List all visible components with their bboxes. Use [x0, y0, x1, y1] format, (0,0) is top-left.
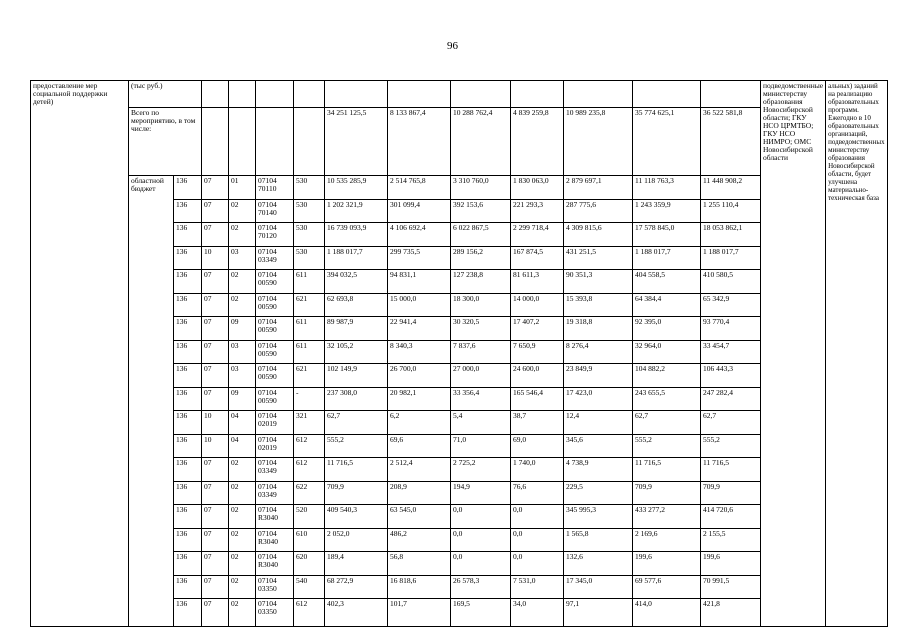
- section-code-cell: 10: [202, 434, 229, 458]
- value-cell: 32 105,2: [325, 340, 388, 364]
- section-code-cell: 07: [202, 458, 229, 482]
- value-cell: 17 578 845,0: [633, 223, 701, 247]
- total-row: [31, 108, 888, 176]
- subsection-code-cell: 01: [229, 176, 256, 200]
- subsection-code-cell: 02: [229, 223, 256, 247]
- target-article-cell: 07104 02019: [256, 434, 294, 458]
- admin-code-cell: 136: [174, 575, 202, 599]
- expense-type-cell: 612: [294, 434, 325, 458]
- value-cell: 30 320,5: [451, 317, 511, 341]
- section-code-cell: 07: [202, 505, 229, 529]
- section-code-cell: 07: [202, 317, 229, 341]
- value-cell: 104 882,2: [633, 364, 701, 388]
- value-cell: 20 982,1: [388, 387, 451, 411]
- value-cell: 11 716,5: [633, 458, 701, 482]
- value-cell: 169,5: [451, 599, 511, 627]
- value-cell: 127 238,8: [451, 270, 511, 294]
- total-label: Всего по мероприятию, в том числе:: [129, 108, 202, 176]
- section-code-cell: 10: [202, 246, 229, 270]
- value-cell: 34,0: [511, 599, 564, 627]
- value-cell: 92 395,0: [633, 317, 701, 341]
- admin-code-cell: 136: [174, 481, 202, 505]
- value-cell: 69,6: [388, 434, 451, 458]
- value-cell: 299 735,5: [388, 246, 451, 270]
- target-article-cell: 07104 R3040: [256, 505, 294, 529]
- value-cell: 11 716,5: [325, 458, 388, 482]
- value-cell: 199,6: [633, 552, 701, 576]
- unit-cell: (тыс руб.): [129, 81, 202, 108]
- admin-code-cell: 136: [174, 434, 202, 458]
- value-cell: 102 149,9: [325, 364, 388, 388]
- value-cell: 1 565,8: [564, 528, 633, 552]
- value-cell: 62 693,8: [325, 293, 388, 317]
- admin-code-cell: 136: [174, 199, 202, 223]
- value-cell: 1 255 110,4: [701, 199, 761, 223]
- value-cell: 15 393,8: [564, 293, 633, 317]
- value-cell: 709,9: [701, 481, 761, 505]
- value-cell: 93 770,4: [701, 317, 761, 341]
- target-article-cell: 07104 00590: [256, 364, 294, 388]
- value-cell: 0,0: [451, 528, 511, 552]
- subsection-code-cell: 04: [229, 434, 256, 458]
- value-cell: 7 531,0: [511, 575, 564, 599]
- value-cell: 1 188 017,7: [633, 246, 701, 270]
- total-value: 36 522 581,8: [701, 108, 761, 176]
- value-cell: 2 512,4: [388, 458, 451, 482]
- target-article-cell: 07104 03349: [256, 458, 294, 482]
- value-cell: 194,9: [451, 481, 511, 505]
- expense-type-cell: 620: [294, 552, 325, 576]
- admin-code-cell: 136: [174, 340, 202, 364]
- target-article-cell: 07104 70140: [256, 199, 294, 223]
- value-cell: 301 099,4: [388, 199, 451, 223]
- value-cell: 392 153,6: [451, 199, 511, 223]
- value-cell: 17 423,0: [564, 387, 633, 411]
- value-cell: 65 342,9: [701, 293, 761, 317]
- subsection-code-cell: 03: [229, 340, 256, 364]
- expense-type-cell: 621: [294, 293, 325, 317]
- value-cell: 26 700,0: [388, 364, 451, 388]
- value-cell: 27 000,0: [451, 364, 511, 388]
- target-article-cell: 07104 00590: [256, 340, 294, 364]
- subsection-code-cell: 09: [229, 317, 256, 341]
- value-cell: 8 276,4: [564, 340, 633, 364]
- value-cell: 0,0: [511, 552, 564, 576]
- target-article-cell: 07104 R3040: [256, 528, 294, 552]
- target-article-cell: 07104 02019: [256, 411, 294, 435]
- value-cell: 555,2: [633, 434, 701, 458]
- expense-type-cell: 612: [294, 458, 325, 482]
- value-cell: 23 849,9: [564, 364, 633, 388]
- value-cell: 2 725,2: [451, 458, 511, 482]
- admin-code-cell: 136: [174, 270, 202, 294]
- value-cell: 1 188 017,7: [701, 246, 761, 270]
- value-cell: 89 987,9: [325, 317, 388, 341]
- admin-code-cell: 136: [174, 411, 202, 435]
- budget-table: [30, 80, 888, 627]
- value-cell: 409 540,3: [325, 505, 388, 529]
- value-cell: 2 879 697,1: [564, 176, 633, 200]
- value-cell: 0,0: [511, 528, 564, 552]
- total-value: 10 989 235,8: [564, 108, 633, 176]
- expense-type-cell: 611: [294, 317, 325, 341]
- value-cell: 7 650,9: [511, 340, 564, 364]
- value-cell: 5,4: [451, 411, 511, 435]
- value-cell: 4 309 815,6: [564, 223, 633, 247]
- subsection-code-cell: 02: [229, 505, 256, 529]
- value-cell: 22 941,4: [388, 317, 451, 341]
- subsection-code-cell: 02: [229, 599, 256, 627]
- target-article-cell: 07104 00590: [256, 387, 294, 411]
- admin-code-cell: 136: [174, 176, 202, 200]
- value-cell: 287 775,6: [564, 199, 633, 223]
- value-cell: 24 600,0: [511, 364, 564, 388]
- value-cell: 132,6: [564, 552, 633, 576]
- admin-code-cell: 136: [174, 293, 202, 317]
- value-cell: 16 818,6: [388, 575, 451, 599]
- target-article-cell: 07104 70120: [256, 223, 294, 247]
- value-cell: 33 356,4: [451, 387, 511, 411]
- target-article-cell: 07104 70110: [256, 176, 294, 200]
- admin-code-cell: 136: [174, 505, 202, 529]
- value-cell: 26 578,3: [451, 575, 511, 599]
- value-cell: 289 156,2: [451, 246, 511, 270]
- value-cell: 69 577,6: [633, 575, 701, 599]
- target-article-cell: 07104 00590: [256, 270, 294, 294]
- value-cell: 421,8: [701, 599, 761, 627]
- value-cell: 431 251,5: [564, 246, 633, 270]
- expense-type-cell: 540: [294, 575, 325, 599]
- expense-type-cell: 622: [294, 481, 325, 505]
- subsection-code-cell: 02: [229, 270, 256, 294]
- value-cell: 208,9: [388, 481, 451, 505]
- value-cell: 394 032,5: [325, 270, 388, 294]
- value-cell: 81 611,3: [511, 270, 564, 294]
- expense-type-cell: 612: [294, 599, 325, 627]
- section-code-cell: 07: [202, 552, 229, 576]
- value-cell: 19 318,8: [564, 317, 633, 341]
- value-cell: 189,4: [325, 552, 388, 576]
- value-cell: 2 169,6: [633, 528, 701, 552]
- expense-type-cell: 611: [294, 340, 325, 364]
- value-cell: 15 000,0: [388, 293, 451, 317]
- target-article-cell: 07104 03350: [256, 599, 294, 627]
- value-cell: 709,9: [633, 481, 701, 505]
- value-cell: 62,7: [633, 411, 701, 435]
- admin-code-cell: 136: [174, 528, 202, 552]
- admin-code-cell: 136: [174, 458, 202, 482]
- section-code-cell: 07: [202, 270, 229, 294]
- expense-type-cell: 520: [294, 505, 325, 529]
- value-cell: 18 300,0: [451, 293, 511, 317]
- result-cell: альных) заданий на реализацию образовательных программ. Ежегодно в 10 образовательных организаций, подведомственных министерству образования Новосибирской области, будет улучшена материально-техническая база: [826, 81, 887, 627]
- value-cell: 16 739 093,9: [325, 223, 388, 247]
- target-article-cell: 07104 R3040: [256, 552, 294, 576]
- value-cell: 486,2: [388, 528, 451, 552]
- target-article-cell: 07104 03349: [256, 481, 294, 505]
- subsection-code-cell: 02: [229, 575, 256, 599]
- total-value: 35 774 625,1: [633, 108, 701, 176]
- section-code-cell: 07: [202, 223, 229, 247]
- target-article-cell: 07104 03350: [256, 575, 294, 599]
- value-cell: 62,7: [325, 411, 388, 435]
- expense-type-cell: 530: [294, 176, 325, 200]
- value-cell: 1 188 017,7: [325, 246, 388, 270]
- value-cell: 1 202 321,9: [325, 199, 388, 223]
- admin-code-cell: 136: [174, 246, 202, 270]
- value-cell: 243 655,5: [633, 387, 701, 411]
- value-cell: 555,2: [325, 434, 388, 458]
- subsection-code-cell: 04: [229, 411, 256, 435]
- value-cell: 2 155,5: [701, 528, 761, 552]
- value-cell: 199,6: [701, 552, 761, 576]
- value-cell: 1 243 359,9: [633, 199, 701, 223]
- value-cell: 97,1: [564, 599, 633, 627]
- value-cell: 410 580,5: [701, 270, 761, 294]
- expense-type-cell: 321: [294, 411, 325, 435]
- section-code-cell: 07: [202, 387, 229, 411]
- value-cell: 8 340,3: [388, 340, 451, 364]
- value-cell: 10 535 285,9: [325, 176, 388, 200]
- value-cell: 90 351,3: [564, 270, 633, 294]
- value-cell: 32 964,0: [633, 340, 701, 364]
- admin-code-cell: 136: [174, 552, 202, 576]
- target-article-cell: 07104 03349: [256, 246, 294, 270]
- value-cell: 70 991,5: [701, 575, 761, 599]
- value-cell: 1 740,0: [511, 458, 564, 482]
- value-cell: 11 448 908,2: [701, 176, 761, 200]
- value-cell: 11 118 763,3: [633, 176, 701, 200]
- value-cell: 402,3: [325, 599, 388, 627]
- target-article-cell: 07104 00590: [256, 293, 294, 317]
- value-cell: 221 293,3: [511, 199, 564, 223]
- value-cell: 69,0: [511, 434, 564, 458]
- value-cell: 106 443,3: [701, 364, 761, 388]
- value-cell: 0,0: [451, 552, 511, 576]
- value-cell: 101,7: [388, 599, 451, 627]
- value-cell: 76,6: [511, 481, 564, 505]
- total-value: 10 288 762,4: [451, 108, 511, 176]
- section-code-cell: 07: [202, 481, 229, 505]
- value-cell: 414,0: [633, 599, 701, 627]
- section-code-cell: 07: [202, 340, 229, 364]
- total-value: 34 251 125,5: [325, 108, 388, 176]
- value-cell: 229,5: [564, 481, 633, 505]
- value-cell: 71,0: [451, 434, 511, 458]
- total-value: 8 133 867,4: [388, 108, 451, 176]
- section-code-cell: 07: [202, 575, 229, 599]
- value-cell: 1 830 063,0: [511, 176, 564, 200]
- executors-cell: подведомственные министерству образования Новосибирской области; ГКУ НСО ЦРМТБО; ГКУ НСО НИМРО; ОМС Новосибирской области: [761, 81, 826, 627]
- value-cell: 12,4: [564, 411, 633, 435]
- expense-type-cell: 530: [294, 246, 325, 270]
- admin-code-cell: 136: [174, 599, 202, 627]
- value-cell: 237 308,0: [325, 387, 388, 411]
- section-code-cell: 07: [202, 364, 229, 388]
- value-cell: 56,8: [388, 552, 451, 576]
- value-cell: 345 995,3: [564, 505, 633, 529]
- expense-type-cell: 610: [294, 528, 325, 552]
- section-code-cell: 07: [202, 528, 229, 552]
- value-cell: 0,0: [451, 505, 511, 529]
- value-cell: 62,7: [701, 411, 761, 435]
- admin-code-cell: 136: [174, 364, 202, 388]
- value-cell: 11 716,5: [701, 458, 761, 482]
- value-cell: 0,0: [511, 505, 564, 529]
- subsection-code-cell: 02: [229, 293, 256, 317]
- subsection-code-cell: 03: [229, 364, 256, 388]
- value-cell: 555,2: [701, 434, 761, 458]
- value-cell: 6,2: [388, 411, 451, 435]
- section-code-cell: 07: [202, 199, 229, 223]
- total-value: 4 839 259,8: [511, 108, 564, 176]
- value-cell: 2 514 765,8: [388, 176, 451, 200]
- subsection-code-cell: 03: [229, 246, 256, 270]
- subsection-code-cell: 02: [229, 528, 256, 552]
- subsection-code-cell: 02: [229, 199, 256, 223]
- value-cell: 18 053 862,1: [701, 223, 761, 247]
- section-code-cell: 10: [202, 411, 229, 435]
- expense-type-cell: 530: [294, 223, 325, 247]
- section-code-cell: 07: [202, 599, 229, 627]
- value-cell: 4 106 692,4: [388, 223, 451, 247]
- value-cell: 33 454,7: [701, 340, 761, 364]
- value-cell: 38,7: [511, 411, 564, 435]
- expense-type-cell: -: [294, 387, 325, 411]
- value-cell: 63 545,0: [388, 505, 451, 529]
- expense-type-cell: 611: [294, 270, 325, 294]
- value-cell: 17 407,2: [511, 317, 564, 341]
- value-cell: 94 831,1: [388, 270, 451, 294]
- value-cell: 345,6: [564, 434, 633, 458]
- value-cell: 17 345,0: [564, 575, 633, 599]
- value-cell: 2 299 718,4: [511, 223, 564, 247]
- section-code-cell: 07: [202, 293, 229, 317]
- value-cell: 165 546,4: [511, 387, 564, 411]
- admin-code-cell: 136: [174, 387, 202, 411]
- page-number: 96: [447, 40, 458, 52]
- value-cell: 167 874,5: [511, 246, 564, 270]
- admin-code-cell: 136: [174, 223, 202, 247]
- table-row: [31, 176, 888, 200]
- target-article-cell: 07104 00590: [256, 317, 294, 341]
- budget-label: областной бюджет: [129, 176, 174, 627]
- subsection-code-cell: 02: [229, 552, 256, 576]
- expense-type-cell: 621: [294, 364, 325, 388]
- value-cell: 14 000,0: [511, 293, 564, 317]
- value-cell: 6 022 867,5: [451, 223, 511, 247]
- value-cell: 7 837,6: [451, 340, 511, 364]
- value-cell: 433 277,2: [633, 505, 701, 529]
- value-cell: 404 558,5: [633, 270, 701, 294]
- value-cell: 64 384,4: [633, 293, 701, 317]
- subsection-code-cell: 02: [229, 481, 256, 505]
- value-cell: 414 720,6: [701, 505, 761, 529]
- measure-cell: предоставление мер социальной поддержки детей): [31, 81, 129, 627]
- section-code-cell: 07: [202, 176, 229, 200]
- expense-type-cell: 530: [294, 199, 325, 223]
- value-cell: 68 272,9: [325, 575, 388, 599]
- admin-code-cell: 136: [174, 317, 202, 341]
- value-cell: 709,9: [325, 481, 388, 505]
- subsection-code-cell: 09: [229, 387, 256, 411]
- value-cell: 2 052,0: [325, 528, 388, 552]
- value-cell: 4 738,9: [564, 458, 633, 482]
- subsection-code-cell: 02: [229, 458, 256, 482]
- value-cell: 247 282,4: [701, 387, 761, 411]
- value-cell: 3 310 760,0: [451, 176, 511, 200]
